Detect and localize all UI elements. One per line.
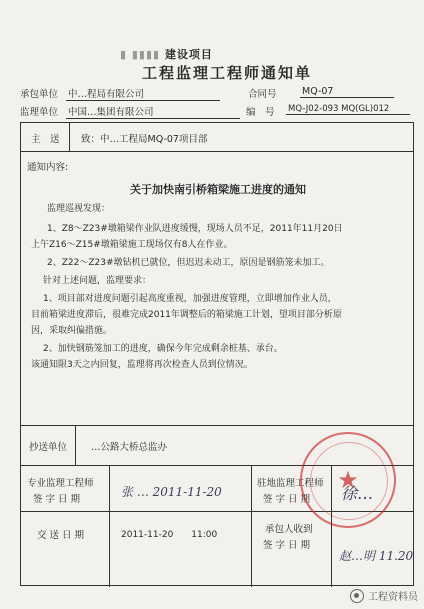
body-line: 1、Z8～Z23#墩箱梁作业队进度缓慢，现场人员不足，2011年11月20日 (47, 224, 343, 234)
body-line: 该通知限3天之内回复，监理将再次检查人员到位情况。 (31, 360, 253, 370)
to-label: 主 送 (31, 134, 60, 145)
supervisor-label: 监理单位 (20, 107, 59, 118)
body-line: 1、项目部对进度问题引起高度重视，加强进度管理，立即增加作业人员， (43, 294, 337, 304)
body-line: 上午Z16～Z15#墩箱梁施工现场仅有8人在作业。 (31, 240, 233, 250)
body-line: 监理巡视发现： (47, 204, 111, 214)
number-label: 编 号 (246, 107, 275, 118)
to-value: 致：中…工程局MQ-07项目部 (81, 134, 208, 145)
supervisor-value: 中国…集团有限公司 (66, 104, 240, 119)
wechat-icon (350, 589, 364, 603)
number-value: MQ-J02-093 MQ(GL)012 (286, 104, 410, 115)
engineer-date-label: 签 字 日 期 (33, 494, 81, 505)
project-line: ▮ ▮▮▮▮ 建设项目 (120, 48, 213, 61)
cc-label: 抄送单位 (29, 442, 68, 453)
resident-label: 驻地监理工程师 (257, 478, 324, 489)
contractor-label: 承包单位 (20, 89, 59, 100)
engineer-label: 专业监理工程师 (27, 478, 94, 489)
watermark (350, 588, 418, 603)
body-line: 2、Z22～Z23#墩钻机已就位，但迟迟未动工，原因是钢筋笼未加工。 (47, 258, 330, 268)
notice-label: 通知内容: (27, 162, 69, 173)
send-date-value: 2011-11-20 11:00 (121, 530, 218, 540)
receiver-signature: 赵…明 11.20 (339, 549, 414, 563)
engineer-signature: 张 … 2011-11-20 (121, 485, 222, 499)
receiver-label: 承包人收到 (265, 524, 313, 535)
contract-label: 合同号 (248, 89, 277, 100)
contractor-value: 中…程局有限公司 (66, 86, 220, 101)
send-date-label: 交 送 日 期 (37, 530, 85, 541)
contract-value: MQ-07 (300, 86, 394, 98)
body-line: 针对上述问题，监理要求： (43, 276, 152, 286)
resident-signature: 徐… (341, 484, 374, 503)
document-title: 工程监理工程师通知单 (142, 64, 313, 82)
cc-value: …公路大桥总监办 (91, 442, 168, 453)
body-line: 因，采取纠偏措施。 (31, 326, 113, 336)
resident-date-label: 签 字 日 期 (263, 494, 311, 505)
receiver-date-label: 签 字 日 期 (263, 540, 311, 551)
notice-title: 关于加快南引桥箱梁施工进度的通知 (130, 183, 306, 196)
body-line: 2、加快钢筋笼加工的进度，确保今年完成剩余桩基、承台。 (43, 344, 283, 354)
body-line: 目前箱梁进度滞后，很难完成2011年调整后的箱梁施工计划，望项目部分析原 (31, 310, 342, 320)
watermark-text: 工程资料员 (368, 592, 418, 603)
official-seal: ★ (300, 432, 396, 528)
